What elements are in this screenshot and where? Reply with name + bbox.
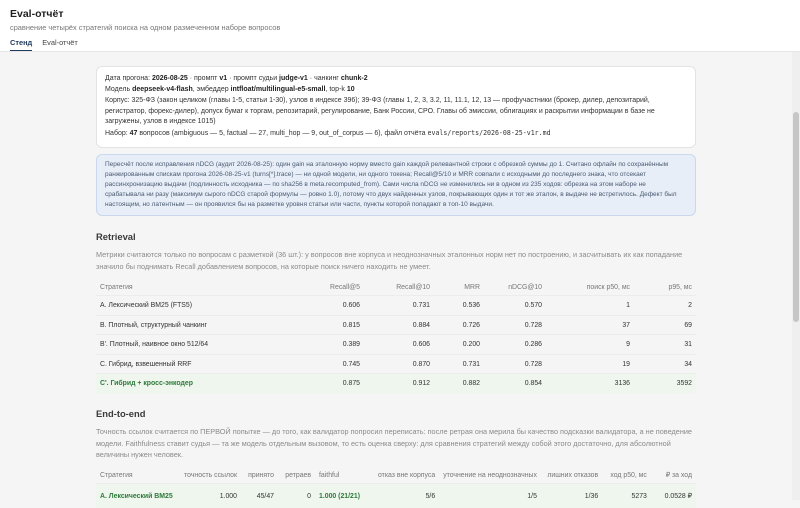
page-subtitle: сравнение четырёх стратегий поиска на одном размеченном наборе вопросов <box>10 23 281 32</box>
table-cell: 0 <box>278 483 315 508</box>
table-cell: 37 <box>546 315 634 335</box>
table-cell: 5273 <box>602 483 651 508</box>
table-cell: 0.570 <box>484 296 546 316</box>
strategy-name: C. Гибрид, взвешенный RRF <box>96 354 294 374</box>
table-cell: 1/36 <box>541 483 602 508</box>
table-cell: 19 <box>546 354 634 374</box>
table-cell: 0.912 <box>364 374 434 394</box>
table-cell: 1 <box>546 296 634 316</box>
tab-stand[interactable]: Стенд <box>10 38 32 51</box>
table-cell: 0.286 <box>484 335 546 355</box>
model-line: Модель deepseek-v4-flash, эмбеддер intfloat/multilingual-e5-small, top-k 10 <box>105 85 355 93</box>
table-cell: 0.728 <box>484 315 546 335</box>
column-header: Стратегия <box>100 284 133 292</box>
judge-version: judge-v1 <box>279 75 308 82</box>
column-header: отказ вне корпуса <box>378 471 436 479</box>
table-cell: 0.815 <box>294 315 364 335</box>
top-k-value: 10 <box>346 85 355 93</box>
table-cell: 0.870 <box>364 354 434 374</box>
table-cell: 34 <box>634 354 696 374</box>
table-cell: 1/5 <box>439 483 541 508</box>
recalc-note: Пересчёт после исправления nDCG (аудит 2026-08-25): один gain на эталонную норму вместо gain каждой релевантной строки с обрезкой суммы до 1. Считано офлайн по сохранённым ранжированным спискам прогона 2026-08-25-v1 (turns[*].trace) — ни одной модели, ни одного токена; Recall@5/10 и MRR совпали с исходными до последнего знака, что отсекает рассинхронизацию выдачи (подлинность исходника — по sha256 в meta.recomputed_from). Сами числа nDCG не изменились ни в одном из 235 ходов: обрезка на этом наборе не срабатывала ни разу (максимум сырого nDCG старой формулы — ровно 1.0), потому что двух найденных узлов, покрывающих один и тот же эталон, в выдаче не встретилось. Дефект был настоящим, но латентным — он проявился бы на разметке уровня статьи или части, пункты которой попадают в топ-10 выдачи. <box>96 154 696 216</box>
run-date: 2026-08-25 <box>151 75 188 82</box>
page-scrollbar[interactable] <box>792 52 800 500</box>
column-header: принято <box>248 471 274 479</box>
strategy-name: B'. Плотный, наивное окно 512/64 <box>96 335 294 355</box>
embedder-name: intfloat/multilingual-e5-small <box>230 85 326 93</box>
column-header: faithful <box>319 471 340 479</box>
table-cell: 69 <box>634 315 696 335</box>
retrieval-heading: Retrieval <box>96 231 136 243</box>
table-cell: 0.726 <box>434 315 484 335</box>
column-header: ход p50, мс <box>610 471 647 479</box>
column-header: nDCG@10 <box>508 284 542 292</box>
run-info-card <box>96 66 696 148</box>
strategy-name: B. Плотный, структурный чанкинг <box>96 315 294 335</box>
column-header: Recall@5 <box>330 284 360 292</box>
strategy-name: A. Лексический BM25 <box>96 483 179 508</box>
table-row <box>96 483 696 508</box>
model-name: deepseek-v4-flash <box>132 85 193 93</box>
app-header <box>0 0 800 52</box>
table-cell: 0.882 <box>434 374 484 394</box>
column-header: ₽ за ход <box>665 472 692 480</box>
report-file-path[interactable]: evals/reports/2026-08-25-v1r.md <box>427 129 551 138</box>
table-cell: 45/47 <box>241 483 278 508</box>
question-count: 47 <box>129 130 138 138</box>
table-cell: 0.536 <box>434 296 484 316</box>
table-cell: 31 <box>634 335 696 355</box>
prompt-version: v1 <box>219 75 228 82</box>
tab-eval-report[interactable]: Eval-отчёт <box>42 38 78 47</box>
column-header: p95, мс <box>668 284 692 292</box>
tab-bar <box>10 38 78 51</box>
column-header: поиск p50, мс <box>586 284 630 292</box>
report-content <box>96 66 696 508</box>
strategy-name: A. Лексический BM25 (FTS5) <box>96 296 294 316</box>
column-header: лишних отказов <box>547 471 599 479</box>
table-cell: 0.606 <box>294 296 364 316</box>
e2e-table <box>96 467 696 508</box>
table-cell: 5/6 <box>374 483 439 508</box>
dataset-line: Набор: 47 вопросов (ambiguous — 5, factual — 27, multi_hop — 9, out_of_corpus — 6), файл отчёта evals/reports/2026-08-25-v1r.md <box>105 129 551 138</box>
column-header: MRR <box>464 284 480 292</box>
table-cell: 0.606 <box>364 335 434 355</box>
strategy-name: C'. Гибрид + кросс-энкодер <box>96 374 294 394</box>
e2e-description: Точность ссылок считается по ПЕРВОЙ попытке — до того, как валидатор попросил переписать: после ретрая она мерила бы качество подсказки валидатора, а не поведение модели. Faithfulness ставит судья — та же модель отдельным вызовом, то есть оценка сверху: для сравнения стратегий между собой этого достаточно, для абсолютной величины нужен человек. <box>96 427 692 460</box>
e2e-heading: End-to-end <box>96 408 146 420</box>
table-cell: 0.731 <box>434 354 484 374</box>
table-cell: 0.200 <box>434 335 484 355</box>
table-row <box>96 315 696 335</box>
table-cell: 0.731 <box>364 296 434 316</box>
table-cell: 0.728 <box>484 354 546 374</box>
table-row <box>96 296 696 316</box>
page-title: Eval-отчёт <box>10 8 64 20</box>
table-cell: 0.0528 ₽ <box>651 483 696 508</box>
retrieval-table <box>96 280 696 394</box>
column-header: уточнение на неоднозначных <box>443 471 537 479</box>
table-cell: 2 <box>634 296 696 316</box>
table-cell: 0.389 <box>294 335 364 355</box>
table-cell: 1.000 <box>179 483 241 508</box>
column-header: точность ссылок <box>184 471 237 479</box>
table-cell: 0.854 <box>484 374 546 394</box>
table-cell: 3592 <box>634 374 696 394</box>
column-header: Стратегия <box>100 471 133 479</box>
table-cell: 0.884 <box>364 315 434 335</box>
scrollbar-thumb[interactable] <box>793 112 799 322</box>
table-cell: 9 <box>546 335 634 355</box>
run-meta-line: Дата прогона: 2026-08-25 · промпт v1 · промпт судьи judge-v1 · чанкинг chunk-2 <box>105 75 368 82</box>
column-header: ретраев <box>285 471 312 479</box>
column-header: Recall@10 <box>396 284 430 292</box>
table-cell: 3136 <box>546 374 634 394</box>
table-row <box>96 354 696 374</box>
table-cell: 1.000 (21/21) <box>315 483 374 508</box>
chunking-version: chunk-2 <box>340 75 368 82</box>
corpus-description: Корпус: 325-ФЗ (закон целиком (главы 1-5, статьи 1-30), узлов в индексе 396); 39-ФЗ (главы 1, 2, 3, 3.2, 11, 11.1, 12, 13 — профучастники (брокер, дилер, депозитарий, регистратор, форекс-дилер), допуск бумаг к торгам, репозитарий, регулирование, Банк России, СРО. Главы об эмиссии, облигациях и раскрытии информации в базе не загружены, узлов в индексе 1015) <box>105 96 655 126</box>
table-row <box>96 335 696 355</box>
best-strategy-row <box>96 374 696 394</box>
table-cell: 0.745 <box>294 354 364 374</box>
retrieval-description: Метрики считаются только по вопросам с разметкой (36 шт.): у вопросов вне корпуса и неоднозначных эталонных норм нет по построению, и засчитывать их как попадание значило бы поднимать Recall добавлением вопросов, на которые поиск ничего находить не умеет. <box>96 250 683 271</box>
table-cell: 0.875 <box>294 374 364 394</box>
